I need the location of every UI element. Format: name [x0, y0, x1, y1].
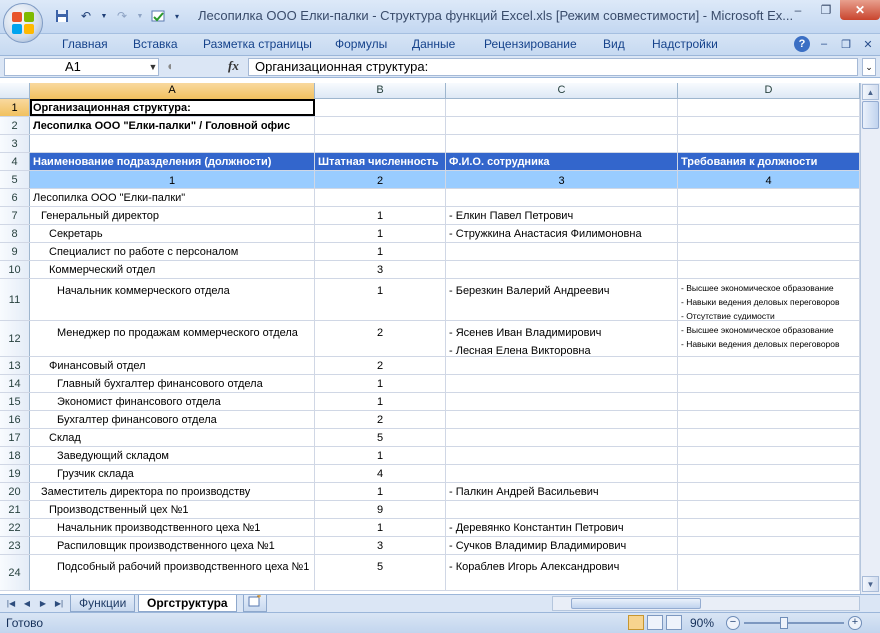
window-controls: [784, 0, 880, 20]
cell-b21[interactable]: 9: [315, 501, 446, 518]
office-button[interactable]: [3, 3, 43, 43]
cell-c8[interactable]: - Стружкина Анастасия Филимоновна: [446, 225, 678, 242]
select-all-corner[interactable]: [0, 83, 30, 99]
table-row: [0, 153, 860, 171]
table-row: [0, 555, 860, 591]
table-row: [0, 501, 860, 519]
cell-b19[interactable]: 4: [315, 465, 446, 482]
cell-c11[interactable]: - Березкин Валерий Андреевич: [446, 279, 678, 320]
zoom-out-icon[interactable]: −: [726, 616, 740, 630]
worksheet-grid: [0, 83, 860, 594]
restore-icon[interactable]: ❐: [820, 3, 832, 17]
cell-c13[interactable]: [446, 357, 678, 374]
cell-c12[interactable]: [446, 321, 678, 356]
sheet-tab-org-structure[interactable]: Оргструктура: [138, 595, 237, 612]
window-title: Лесопилка ООО Елки-палки - Структура функций Excel.xls [Режим совместимости] - Microsoft Ex...: [198, 8, 794, 23]
ribbon-tabs: [0, 34, 880, 56]
cell-a10[interactable]: Коммерческий отдел: [30, 261, 315, 278]
vertical-scroll-thumb[interactable]: [862, 101, 879, 129]
cell-c3[interactable]: [446, 135, 678, 152]
cell-d4[interactable]: Требования к должности: [678, 153, 860, 170]
cell-b22[interactable]: 1: [315, 519, 446, 536]
cell-a6[interactable]: Лесопилка ООО "Елки-палки": [30, 189, 315, 206]
cell-c18[interactable]: [446, 447, 678, 464]
tab-review[interactable]: Рецензирование: [484, 37, 577, 51]
row-header[interactable]: 17: [0, 429, 30, 446]
cell-d15[interactable]: [678, 393, 860, 410]
cell-c6[interactable]: [446, 189, 678, 206]
table-row: [0, 99, 860, 117]
cell-b3[interactable]: [315, 135, 446, 152]
cell-b4[interactable]: Штатная численность: [315, 153, 446, 170]
cell-a2[interactable]: Лесопилка ООО "Елки-палки" / Головной офис: [30, 117, 315, 134]
cell-c4[interactable]: Ф.И.О. сотрудника: [446, 153, 678, 170]
row-header[interactable]: 23: [0, 537, 30, 554]
table-row: [0, 519, 860, 537]
cell-c20[interactable]: - Палкин Андрей Васильевич: [446, 483, 678, 500]
table-row: [0, 207, 860, 225]
column-header-b[interactable]: B: [315, 83, 446, 99]
cell-d11[interactable]: [678, 279, 860, 320]
expand-formula-bar-icon[interactable]: ⌄: [862, 58, 876, 76]
cell-b24[interactable]: 5: [315, 555, 446, 590]
cell-b1[interactable]: [315, 99, 446, 116]
tab-insert[interactable]: Вставка: [133, 37, 178, 51]
cell-a24[interactable]: Подсобный рабочий производственного цеха №1: [30, 555, 315, 590]
row-header[interactable]: 9: [0, 243, 30, 260]
cell-b9[interactable]: 1: [315, 243, 446, 260]
sheet-navigation: [4, 596, 66, 610]
cell-c24[interactable]: - Кораблев Игорь Александрович: [446, 555, 678, 590]
cell-b2[interactable]: [315, 117, 446, 134]
cell-c5[interactable]: 3: [446, 171, 678, 188]
table-row: [0, 135, 860, 153]
cell-c16[interactable]: [446, 411, 678, 428]
cell-b11[interactable]: 1: [315, 279, 446, 320]
zoom-slider[interactable]: [744, 622, 844, 624]
cell-d16[interactable]: [678, 411, 860, 428]
cell-b8[interactable]: 1: [315, 225, 446, 242]
row-header[interactable]: 22: [0, 519, 30, 536]
cell-a5[interactable]: 1: [30, 171, 315, 188]
cell-c22[interactable]: - Деревянко Константин Петрович: [446, 519, 678, 536]
row-header[interactable]: 7: [0, 207, 30, 224]
formula-input[interactable]: Организационная структура:: [248, 58, 858, 76]
cell-a3[interactable]: [30, 135, 315, 152]
cell-d20[interactable]: [678, 483, 860, 500]
cell-b18[interactable]: 1: [315, 447, 446, 464]
requirement-item: - Навыки ведения деловых переговоров: [681, 339, 840, 349]
cell-d6[interactable]: [678, 189, 860, 206]
row-header[interactable]: 12: [0, 321, 30, 356]
employee-name: - Ясенев Иван Владимирович: [449, 327, 602, 339]
page-break-view-icon[interactable]: [666, 615, 682, 630]
cell-d8[interactable]: [678, 225, 860, 242]
tab-addins[interactable]: Надстройки: [652, 37, 718, 51]
table-row: [0, 411, 860, 429]
cell-a11[interactable]: Начальник коммерческого отдела: [30, 279, 315, 320]
cell-c10[interactable]: [446, 261, 678, 278]
cell-b20[interactable]: 1: [315, 483, 446, 500]
cell-d7[interactable]: [678, 207, 860, 224]
requirement-item: - Навыки ведения деловых переговоров: [681, 297, 840, 307]
cell-a22[interactable]: Начальник производственного цеха №1: [30, 519, 315, 536]
cell-a9[interactable]: Специалист по работе с персоналом: [30, 243, 315, 260]
insert-function-icon[interactable]: fx: [228, 58, 239, 73]
status-text: Готово: [6, 616, 44, 630]
cell-a14[interactable]: Главный бухгалтер финансового отдела: [30, 375, 315, 392]
first-sheet-icon[interactable]: |◀: [6, 598, 16, 608]
requirement-item: - Высшее экономическое образование: [681, 325, 834, 335]
cell-a8[interactable]: Секретарь: [30, 225, 315, 242]
table-row: [0, 117, 860, 135]
cell-c1[interactable]: [446, 99, 678, 116]
cell-d14[interactable]: [678, 375, 860, 392]
cell-c14[interactable]: [446, 375, 678, 392]
cell-d5[interactable]: 4: [678, 171, 860, 188]
cell-b7[interactable]: 1: [315, 207, 446, 224]
cell-a19[interactable]: Грузчик склада: [30, 465, 315, 482]
undo-icon[interactable]: ↶: [80, 9, 92, 23]
sheet-tabs-bar: [0, 594, 880, 612]
cell-b5[interactable]: 2: [315, 171, 446, 188]
row-header[interactable]: 2: [0, 117, 30, 134]
ribbon-right-controls: [794, 36, 876, 52]
office-logo-icon: [12, 12, 34, 34]
cell-a17[interactable]: Склад: [30, 429, 315, 446]
save-icon[interactable]: [52, 7, 72, 25]
row-header[interactable]: 15: [0, 393, 30, 410]
vertical-scrollbar[interactable]: [860, 83, 880, 594]
horizontal-scroll-thumb[interactable]: [571, 598, 701, 609]
table-row: [0, 261, 860, 279]
table-row: [0, 375, 860, 393]
page-layout-view-icon[interactable]: [647, 615, 663, 630]
workbook-restore-icon[interactable]: ❐: [841, 38, 851, 51]
cell-a23[interactable]: Распиловщик производственного цеха №1: [30, 537, 315, 554]
view-buttons: [628, 615, 682, 630]
formula-bar-handle-icon[interactable]: ◖: [166, 59, 174, 73]
table-row: [0, 321, 860, 357]
table-row: [0, 537, 860, 555]
table-row: [0, 483, 860, 501]
cell-d1[interactable]: [678, 99, 860, 116]
table-row: [0, 429, 860, 447]
row-header[interactable]: 14: [0, 375, 30, 392]
spelling-icon[interactable]: [148, 7, 168, 25]
redo-dropdown-icon[interactable]: ▼: [136, 12, 144, 20]
scroll-down-icon[interactable]: ▼: [862, 576, 879, 592]
column-header-c[interactable]: C: [446, 83, 678, 99]
tab-page-layout[interactable]: Разметка страницы: [203, 37, 312, 51]
cell-a15[interactable]: Экономист финансового отдела: [30, 393, 315, 410]
redo-icon[interactable]: ↷: [116, 9, 128, 23]
row-header[interactable]: 5: [0, 171, 30, 188]
cell-d12[interactable]: [678, 321, 860, 356]
tab-home[interactable]: Главная: [62, 37, 108, 51]
workbook-close-icon[interactable]: ✕: [863, 38, 873, 51]
cell-b12[interactable]: 2: [315, 321, 446, 356]
cell-a20[interactable]: Заместитель директора по производству: [30, 483, 315, 500]
cell-d2[interactable]: [678, 117, 860, 134]
prev-sheet-icon[interactable]: ◀: [23, 598, 31, 608]
cell-d24[interactable]: [678, 555, 860, 590]
cell-d21[interactable]: [678, 501, 860, 518]
zoom-level[interactable]: 90%: [690, 616, 715, 630]
sheet-tab-functions[interactable]: Функции: [70, 595, 135, 612]
column-headers: [0, 83, 860, 99]
cell-c9[interactable]: [446, 243, 678, 260]
tab-data[interactable]: Данные: [412, 37, 456, 51]
tab-view[interactable]: Вид: [603, 37, 625, 51]
formula-tools: [162, 58, 246, 76]
tab-formulas[interactable]: Формулы: [335, 37, 388, 51]
close-icon[interactable]: ✕: [840, 0, 880, 20]
row-header[interactable]: 10: [0, 261, 30, 278]
formula-bar: [0, 56, 880, 78]
zoom-slider-thumb[interactable]: [780, 617, 788, 629]
name-box-dropdown-icon[interactable]: ▼: [148, 62, 158, 72]
cell-b23[interactable]: 3: [315, 537, 446, 554]
horizontal-scrollbar[interactable]: [552, 596, 860, 611]
cell-c23[interactable]: - Сучков Владимир Владимирович: [446, 537, 678, 554]
row-header[interactable]: 18: [0, 447, 30, 464]
table-row: [0, 447, 860, 465]
quick-access-toolbar: [52, 7, 182, 25]
cell-c21[interactable]: [446, 501, 678, 518]
cell-d9[interactable]: [678, 243, 860, 260]
column-header-d[interactable]: D: [678, 83, 860, 99]
name-box[interactable]: A1: [4, 58, 159, 76]
table-row: [0, 357, 860, 375]
cell-a7[interactable]: Генеральный директор: [30, 207, 315, 224]
customize-qat-icon[interactable]: ▾: [174, 11, 179, 21]
cell-c2[interactable]: [446, 117, 678, 134]
cell-d22[interactable]: [678, 519, 860, 536]
row-header[interactable]: 8: [0, 225, 30, 242]
row-header[interactable]: 6: [0, 189, 30, 206]
cell-a21[interactable]: Производственный цех №1: [30, 501, 315, 518]
help-icon[interactable]: ?: [794, 36, 810, 52]
cell-c7[interactable]: - Елкин Павел Петрович: [446, 207, 678, 224]
title-bar: [0, 0, 880, 34]
row-header[interactable]: 13: [0, 357, 30, 374]
cell-d3[interactable]: [678, 135, 860, 152]
cell-d19[interactable]: [678, 465, 860, 482]
cell-b10[interactable]: 3: [315, 261, 446, 278]
cell-b6[interactable]: [315, 189, 446, 206]
row-header[interactable]: 20: [0, 483, 30, 500]
next-sheet-icon[interactable]: ▶: [39, 598, 47, 608]
cell-a12[interactable]: Менеджер по продажам коммерческого отдела: [30, 321, 315, 356]
cell-b14[interactable]: 1: [315, 375, 446, 392]
workbook-minimize-icon[interactable]: ‒: [820, 38, 828, 50]
cell-b15[interactable]: 1: [315, 393, 446, 410]
row-header[interactable]: 21: [0, 501, 30, 518]
cell-a18[interactable]: Заведующий складом: [30, 447, 315, 464]
row-header[interactable]: 19: [0, 465, 30, 482]
scroll-up-icon[interactable]: ▲: [862, 84, 879, 100]
cell-a13[interactable]: Финансовый отдел: [30, 357, 315, 374]
row-header[interactable]: 24: [0, 555, 30, 590]
row-header[interactable]: 11: [0, 279, 30, 320]
cell-a16[interactable]: Бухгалтер финансового отдела: [30, 411, 315, 428]
cell-c15[interactable]: [446, 393, 678, 410]
sheet-rows: [0, 99, 860, 591]
requirement-item: - Высшее экономическое образование: [681, 283, 834, 293]
cell-c19[interactable]: [446, 465, 678, 482]
last-sheet-icon[interactable]: ▶|: [54, 598, 64, 608]
cell-b17[interactable]: 5: [315, 429, 446, 446]
row-header[interactable]: 3: [0, 135, 30, 152]
row-header[interactable]: 1: [0, 99, 30, 116]
normal-view-icon[interactable]: [628, 615, 644, 630]
cell-b16[interactable]: 2: [315, 411, 446, 428]
cell-d17[interactable]: [678, 429, 860, 446]
cell-d10[interactable]: [678, 261, 860, 278]
minimize-icon[interactable]: ‒: [794, 3, 802, 17]
employee-name: - Лесная Елена Викторовна: [449, 345, 591, 356]
status-bar: [0, 612, 880, 633]
cell-c17[interactable]: [446, 429, 678, 446]
cell-a1[interactable]: Организационная структура:: [30, 99, 315, 116]
table-row: [0, 279, 860, 321]
cell-d23[interactable]: [678, 537, 860, 554]
undo-dropdown-icon[interactable]: ▼: [100, 12, 108, 20]
row-header[interactable]: 4: [0, 153, 30, 170]
row-header[interactable]: 16: [0, 411, 30, 428]
cell-b13[interactable]: 2: [315, 357, 446, 374]
cell-d18[interactable]: [678, 447, 860, 464]
cell-d13[interactable]: [678, 357, 860, 374]
table-row: [0, 189, 860, 207]
table-row: [0, 171, 860, 189]
table-row: [0, 465, 860, 483]
insert-sheet-icon[interactable]: [243, 595, 267, 612]
table-row: [0, 393, 860, 411]
requirement-item: - Отсутствие судимости: [681, 311, 775, 320]
column-header-a[interactable]: A: [30, 83, 315, 99]
table-row: [0, 225, 860, 243]
zoom-in-icon[interactable]: +: [848, 616, 862, 630]
table-row: [0, 243, 860, 261]
cell-a4[interactable]: Наименование подразделения (должности): [30, 153, 315, 170]
